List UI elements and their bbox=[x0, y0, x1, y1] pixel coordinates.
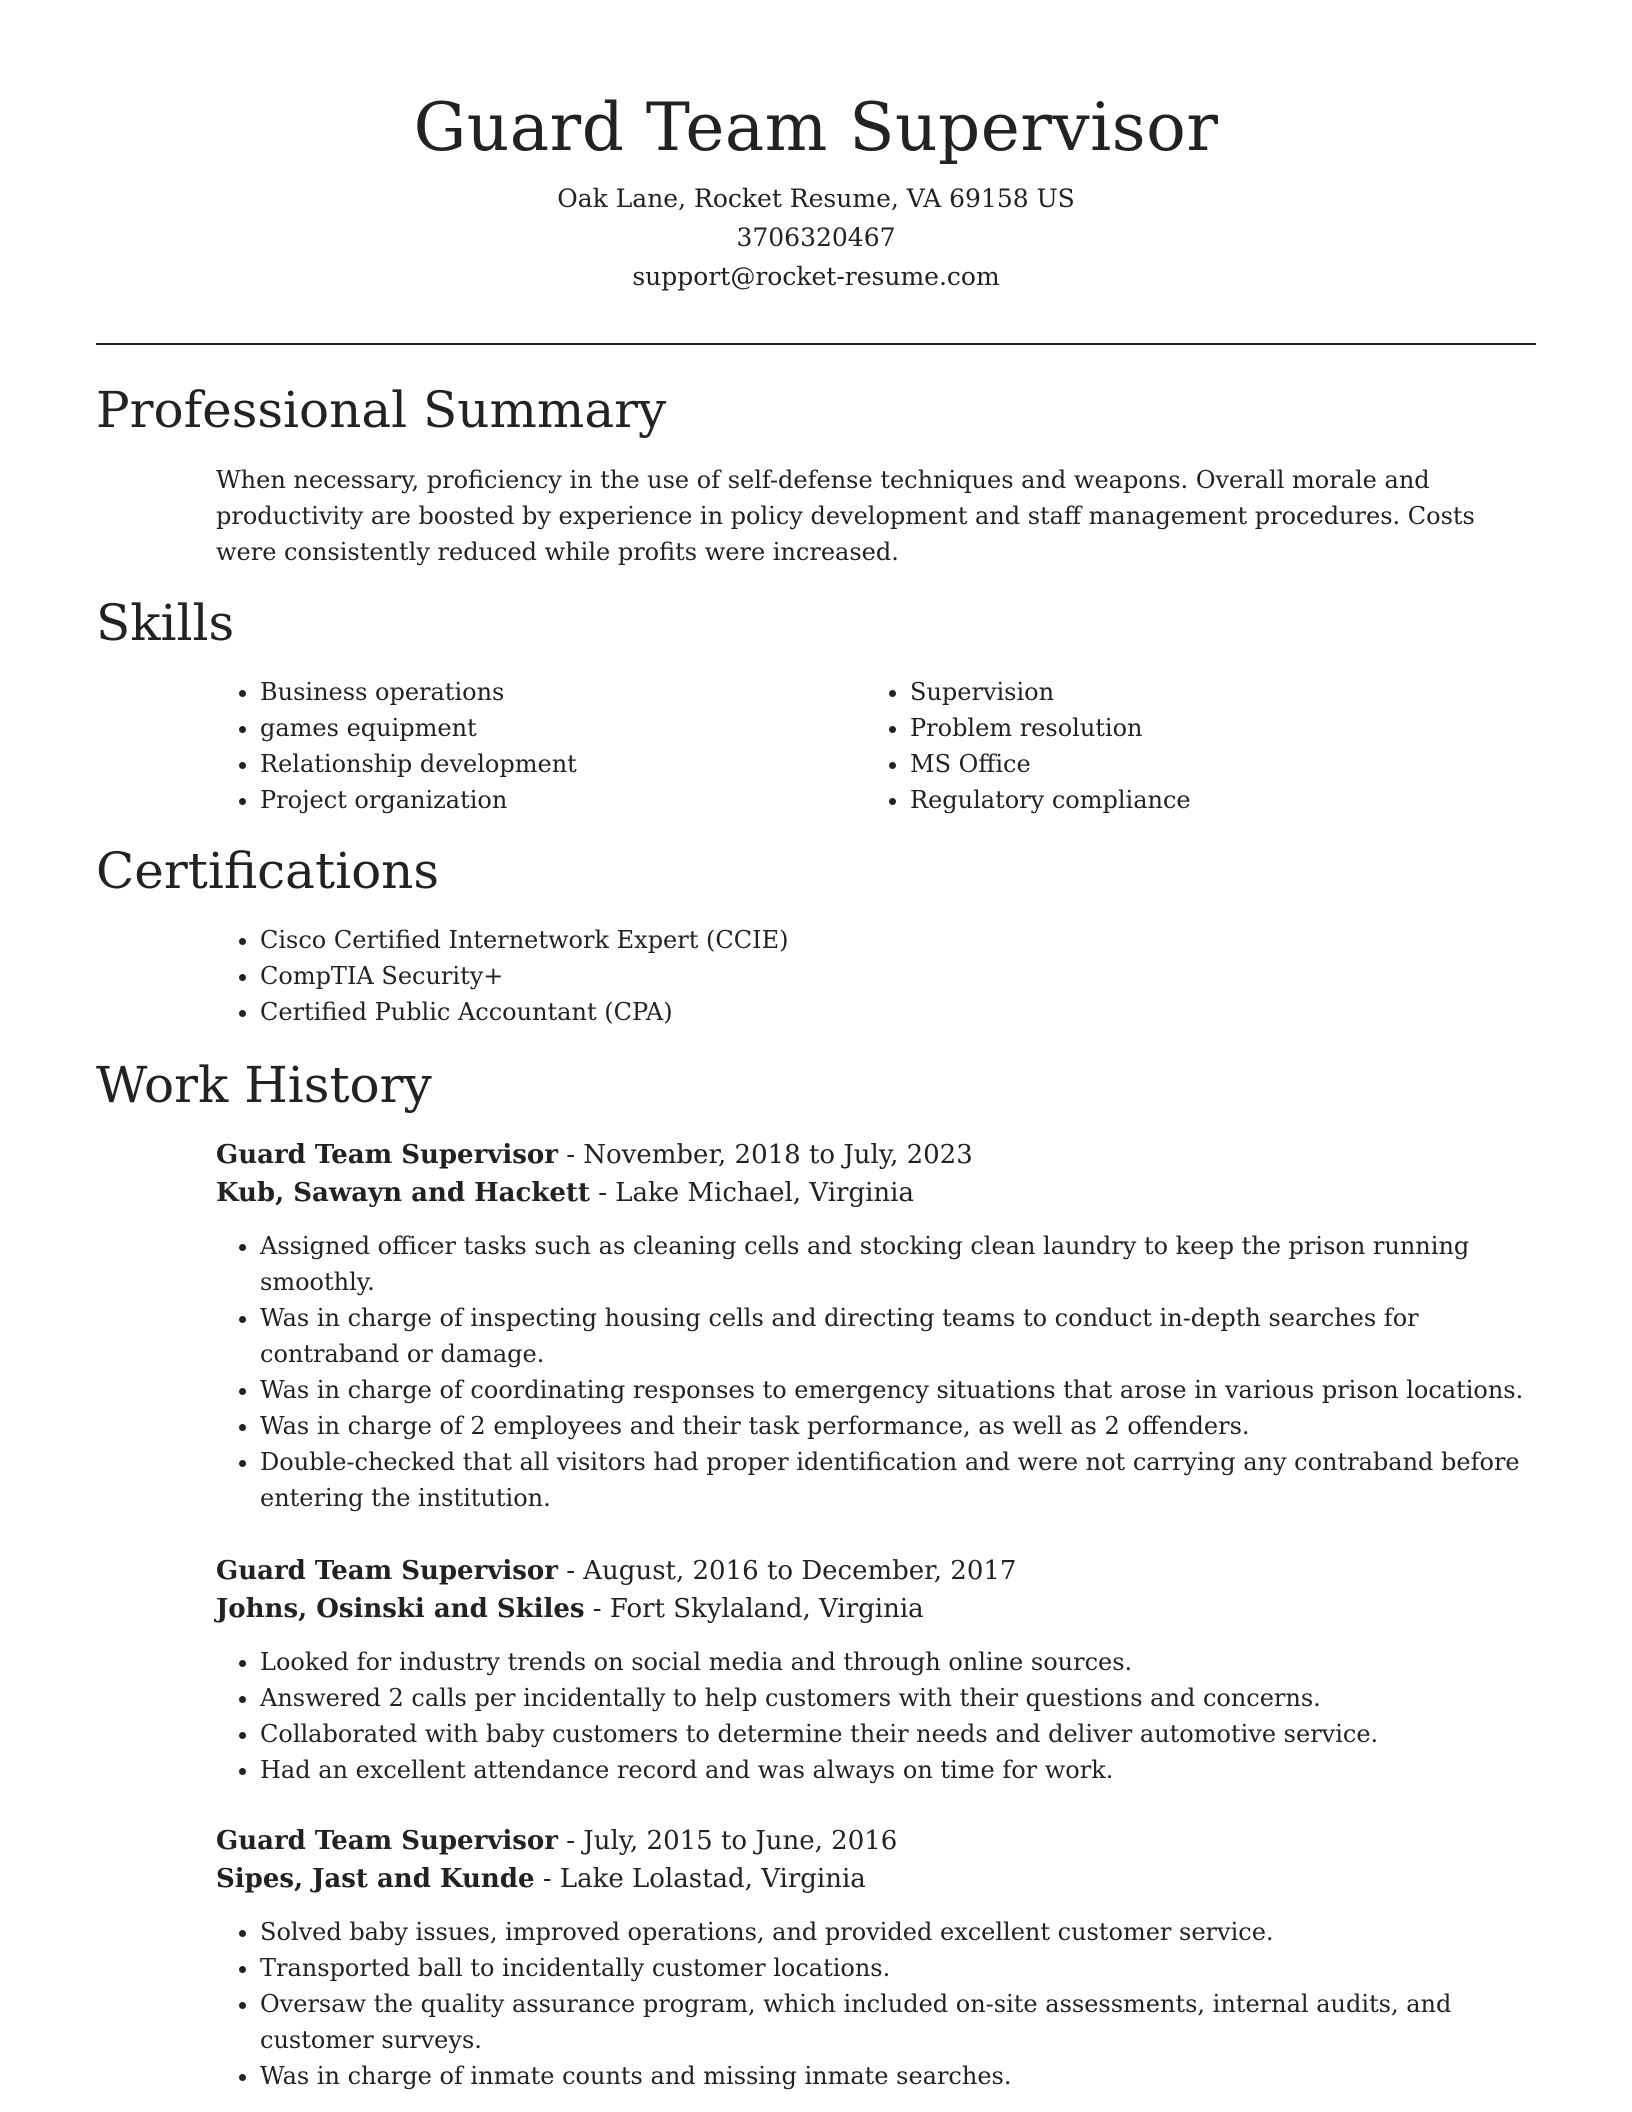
job-duty-item: • Was in charge of coordinating responses to emergency situations that arose in various prison locations. bbox=[260, 1372, 1538, 1408]
job-dates: - July, 2015 to June, 2016 bbox=[557, 1826, 898, 1856]
certification-item: • Cisco Certified Internetwork Expert (CCIE) bbox=[260, 922, 1538, 958]
job-role: Guard Team Supervisor bbox=[216, 1140, 558, 1170]
job-duty-item: • Double-checked that all visitors had proper identification and were not carrying any contraband before entering the institution. bbox=[260, 1444, 1538, 1516]
skill-item: • Relationship development bbox=[260, 746, 836, 782]
certifications-list bbox=[216, 922, 1538, 1030]
job-company-line bbox=[216, 1174, 1538, 1212]
skills-column-right bbox=[866, 674, 1486, 818]
job-duty-item: • Transported ball to incidentally customer locations. bbox=[260, 1950, 1538, 1986]
skill-item: • Regulatory compliance bbox=[910, 782, 1486, 818]
job-location: - Fort Skylaland, Virginia bbox=[584, 1594, 924, 1624]
job-role: Guard Team Supervisor bbox=[216, 1826, 558, 1856]
job-entry bbox=[216, 1136, 1538, 1516]
skill-item: • Project organization bbox=[260, 782, 836, 818]
resume-header bbox=[0, 82, 1632, 296]
job-duties bbox=[216, 1914, 1538, 2094]
contact-address: Oak Lane, Rocket Resume, VA 69158 US bbox=[557, 184, 1075, 213]
skill-item: • MS Office bbox=[910, 746, 1486, 782]
certification-item: • CompTIA Security+ bbox=[260, 958, 1538, 994]
job-duties bbox=[216, 1644, 1538, 1788]
job-dates: - August, 2016 to December, 2017 bbox=[557, 1556, 1017, 1586]
job-title-line bbox=[216, 1136, 1538, 1174]
job-company-line bbox=[216, 1590, 1538, 1628]
summary-text: When necessary, proficiency in the use of self-defense techniques and weapons. Overall morale and productivity are boosted by experience in policy development and staff management procedures. Costs were consistently reduced while profits were increased. bbox=[216, 466, 1475, 566]
certification-item: • Certified Public Accountant (CPA) bbox=[260, 994, 1538, 1030]
contact-phone: 3706320467 bbox=[736, 223, 896, 252]
skill-item: • games equipment bbox=[260, 710, 836, 746]
job-title-line bbox=[216, 1822, 1538, 1860]
skill-item: • Business operations bbox=[260, 674, 836, 710]
job-company: Johns, Osinski and Skiles bbox=[216, 1594, 585, 1624]
job-duty-item: • Oversaw the quality assurance program, which included on-site assessments, internal audits, and customer surveys. bbox=[260, 1986, 1538, 2058]
job-duty-item: • Had an excellent attendance record and was always on time for work. bbox=[260, 1752, 1538, 1788]
candidate-name: Guard Team Supervisor bbox=[413, 89, 1219, 166]
job-location: - Lake Lolastad, Virginia bbox=[534, 1864, 866, 1894]
header-divider bbox=[96, 343, 1536, 345]
job-duty-item: • Solved baby issues, improved operations, and provided excellent customer service. bbox=[260, 1914, 1538, 1950]
job-duty-item: • Was in charge of inspecting housing cells and directing teams to conduct in-depth searches for contraband or damage. bbox=[260, 1300, 1538, 1372]
skill-item: • Supervision bbox=[910, 674, 1486, 710]
job-location: - Lake Michael, Virginia bbox=[589, 1178, 914, 1208]
job-title-line bbox=[216, 1552, 1538, 1590]
job-duty-item: • Collaborated with baby customers to determine their needs and deliver automotive service. bbox=[260, 1716, 1538, 1752]
job-company: Sipes, Jast and Kunde bbox=[216, 1864, 535, 1894]
job-duty-item: • Assigned officer tasks such as cleaning cells and stocking clean laundry to keep the prison running smoothly. bbox=[260, 1228, 1538, 1300]
contact-email: support@rocket-resume.com bbox=[632, 262, 1000, 291]
job-company-line bbox=[216, 1860, 1538, 1898]
certifications-heading: Certifications bbox=[96, 842, 440, 900]
summary-heading: Professional Summary bbox=[96, 381, 667, 439]
skills-heading: Skills bbox=[96, 594, 235, 652]
job-duty-item: • Was in charge of inmate counts and missing inmate searches. bbox=[260, 2058, 1538, 2094]
job-duty-item: • Answered 2 calls per incidentally to help customers with their questions and concerns. bbox=[260, 1680, 1538, 1716]
skill-item: • Problem resolution bbox=[910, 710, 1486, 746]
skills-column-left bbox=[216, 674, 836, 818]
job-duty-item: • Was in charge of 2 employees and their task performance, as well as 2 offenders. bbox=[260, 1408, 1538, 1444]
work-history-heading: Work History bbox=[96, 1056, 432, 1114]
job-company: Kub, Sawayn and Hackett bbox=[216, 1178, 590, 1208]
job-duty-item: • Looked for industry trends on social media and through online sources. bbox=[260, 1644, 1538, 1680]
job-dates: - November, 2018 to July, 2023 bbox=[557, 1140, 973, 1170]
job-role: Guard Team Supervisor bbox=[216, 1556, 558, 1586]
job-entry bbox=[216, 1552, 1538, 1788]
job-entry bbox=[216, 1822, 1538, 2094]
job-duties bbox=[216, 1228, 1538, 1516]
